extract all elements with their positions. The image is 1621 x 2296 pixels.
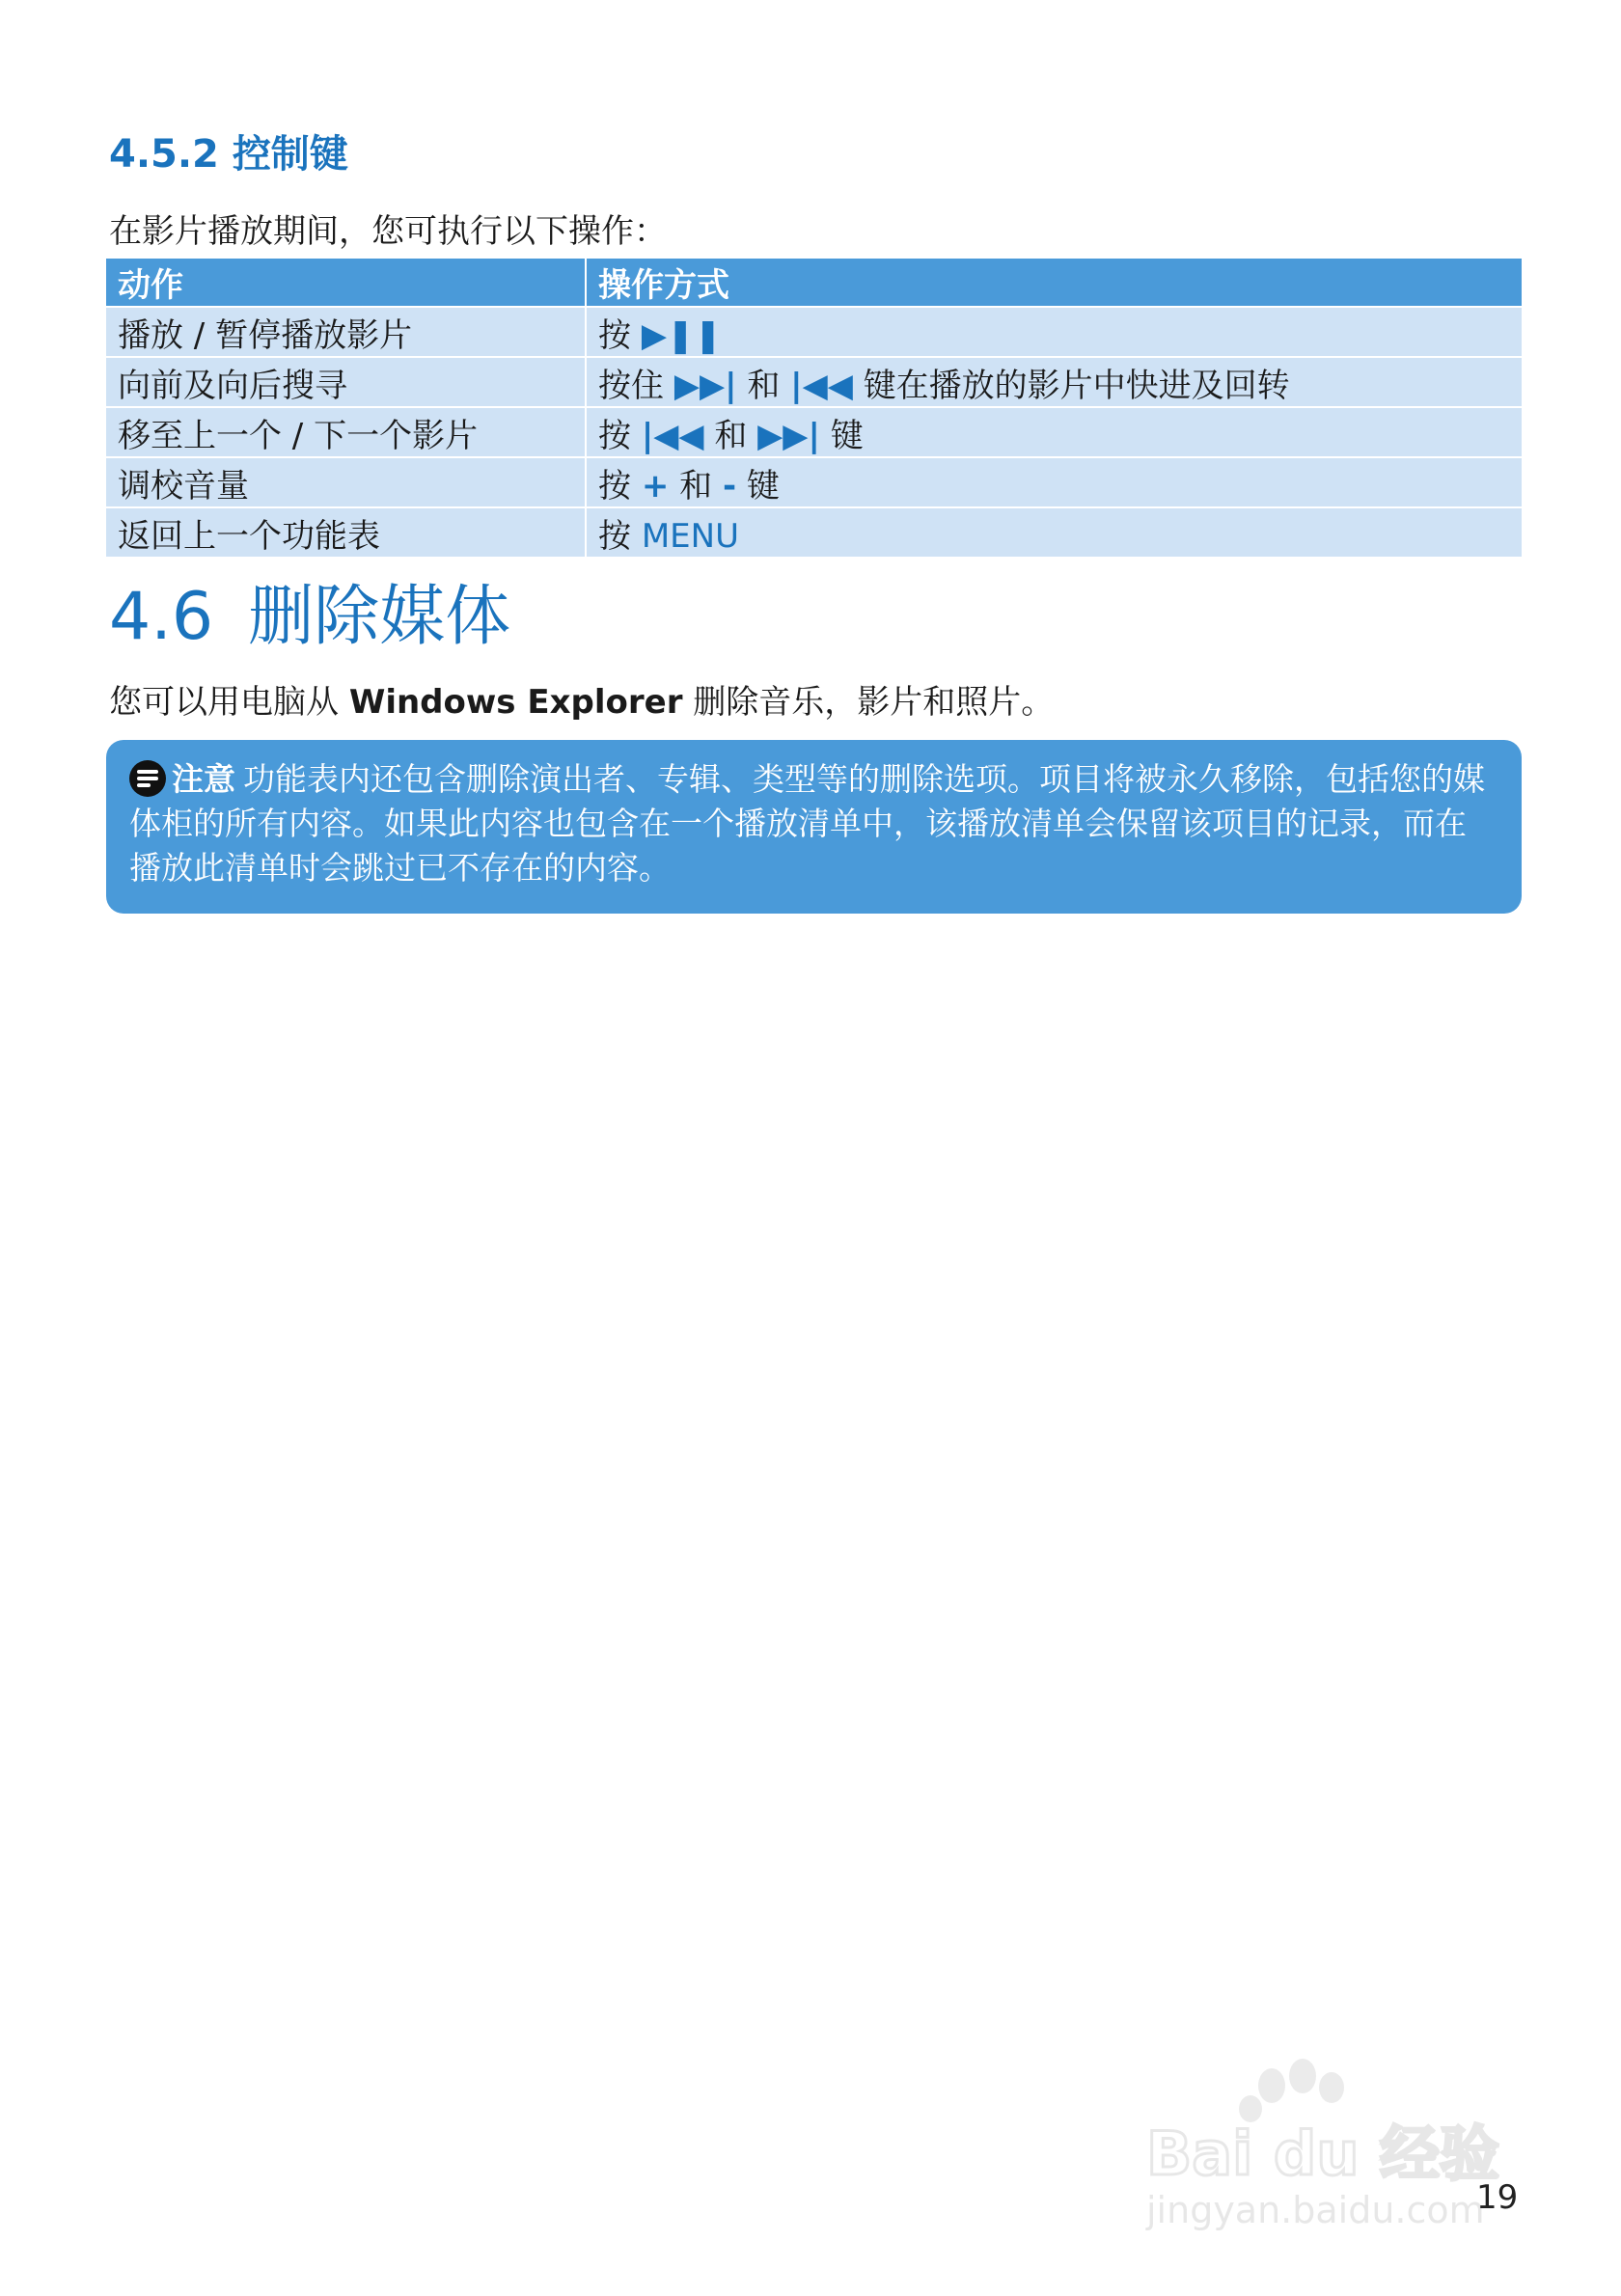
method-suffix: 键: [746, 466, 780, 506]
volume-up-icon: +: [641, 466, 670, 506]
note-icon: [129, 760, 166, 797]
controls-table: [106, 259, 1522, 557]
table-row: [106, 457, 1522, 507]
row-method: [586, 507, 1522, 557]
major-heading-title: 删除媒体: [248, 579, 511, 655]
major-heading: [109, 564, 510, 658]
method-prefix: 按住: [598, 366, 664, 405]
method-suffix: 键在播放的影片中快进及回转: [863, 366, 1290, 405]
method-prefix: 按: [598, 315, 631, 355]
table-header-row: [106, 259, 1522, 307]
conjunction: 和: [679, 466, 713, 506]
method-prefix: 按: [598, 416, 631, 455]
row-action: 返回上一个功能表: [106, 507, 586, 557]
table-row: [106, 507, 1522, 557]
table-row: [106, 307, 1522, 357]
row-method: [586, 457, 1522, 507]
conjunction: 和: [714, 416, 748, 455]
row-action: 播放 / 暂停播放影片: [106, 307, 586, 357]
row-action: 向前及向后搜寻: [106, 357, 586, 407]
header-action: 动作: [106, 259, 586, 307]
description-bold: Windows Explorer: [348, 683, 683, 722]
row-method: [586, 357, 1522, 407]
description-after: 删除音乐，影片和照片。: [693, 683, 1055, 722]
description-before: 您可以用电脑从: [109, 683, 339, 722]
row-action: 调校音量: [106, 457, 586, 507]
menu-key: MENU: [641, 516, 739, 556]
watermark-logo-text: Bai du 经验: [1146, 2118, 1500, 2189]
fast-forward-icon: ▶▶|: [673, 366, 737, 405]
description-text: [109, 675, 1054, 723]
method-prefix: 按: [598, 516, 631, 556]
page-number: 19: [1476, 2178, 1519, 2217]
major-heading-number: 4.6: [109, 579, 214, 655]
note-box: [106, 740, 1522, 914]
section-heading: 4.5.2 控制键: [109, 132, 348, 177]
previous-icon: |◀◀: [641, 416, 704, 455]
method-suffix: 键: [830, 416, 864, 455]
play-pause-icon: ▶︎❚❚: [641, 315, 722, 355]
note-label: 注意: [172, 760, 235, 798]
row-action: 移至上一个 / 下一个影片: [106, 407, 586, 457]
intro-text: 在影片播放期间，您可执行以下操作：: [109, 212, 667, 251]
method-prefix: 按: [598, 466, 631, 506]
watermark-logo: [1127, 2049, 1532, 2232]
watermark-url: jingyan.baidu.com: [1146, 2189, 1485, 2231]
next-icon: ▶▶|: [757, 416, 820, 455]
table-row: [106, 357, 1522, 407]
rewind-icon: |◀◀: [790, 366, 853, 405]
volume-down-icon: -: [722, 466, 737, 506]
row-method: [586, 307, 1522, 357]
header-method: 操作方式: [586, 259, 1522, 307]
row-method: [586, 407, 1522, 457]
note-text: 功能表内还包含删除演出者、专辑、类型等的删除选项。项目将被永久移除，包括您的媒体柜的所有内容。如果此内容也包含在一个播放清单中，该播放清单会保留该项目的记录，而在播放此清单时会跳过已不存在的内容。: [129, 760, 1485, 887]
table-row: [106, 407, 1522, 457]
conjunction: 和: [747, 366, 781, 405]
